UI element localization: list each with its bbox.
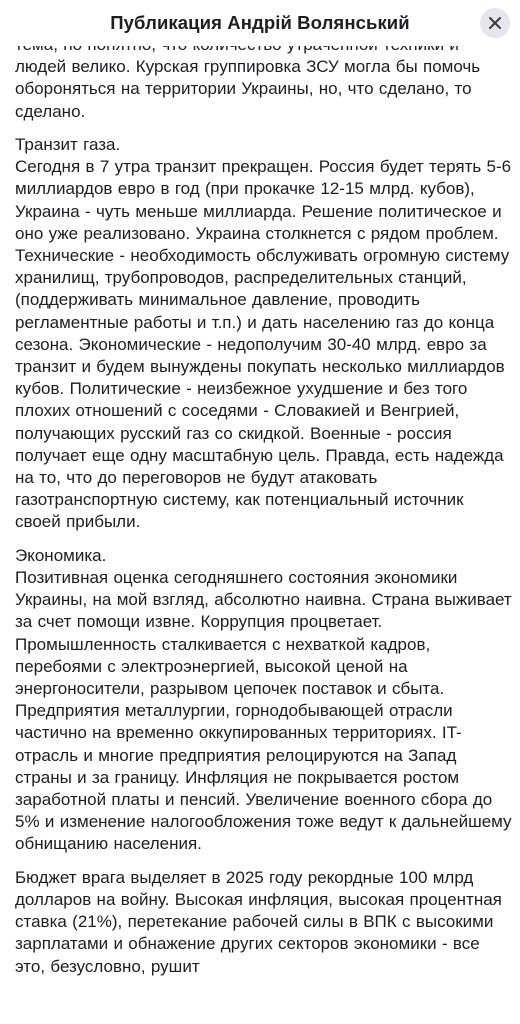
post-paragraph: Транзит газа. Сегодня в 7 утра транзит прекращен. Россия будет терять 5-6 миллиардов евро в год (при прокачке 12-15 млрд. кубов), Украина - чуть меньше миллиарда. Решение политическое и оно уже реализовано. Украина столкнется с рядом проблем. Технические - необходимость обслуживать огромную систему хранилищ, трубопроводов, распределительных станций, (поддерживать минимальное давление, проводить регламентные работы и т.п.) и дать населению газ до конца сезона. Экономические - недополучим 30-40 млрд. евро за транзит и будем вынуждены покупать несколько миллиардов кубов. Политические - неизбежное ухудшение и без того плохих отношений с соседями - Словакией и Венгрией, получающих русский газ со скидкой. Военные - россия получает еще одну масштабную цель. Правда, есть надежда на то, что до переговоров не будут атаковать газотранспортную систему, как потенциальный источник своей прибыли.	[15, 135, 512, 532]
post-paragraph: Экономика. Позитивная оценка сегодняшнего состояния экономики Украины, на мой взгляд, абсолютно наивна. Страна выживает за счет помощи извне. Коррупция процветает. Промышленность сталкивается с нехваткой кадров, перебоями с электроэнергией, высокой ценой на энергоносители, разрывом цепочек поставок и сбыта. Предприятия металлургии, горнодобывающей отрасли частично на временно оккупированных территориях. IT-отрасль и многие предприятия релоцируются на Запад страны и за границу. Инфляция не покрывается ростом заработной платы и пенсий. Увеличение военного сбора до 5% и изменение налогообложения тоже ведут к дальнейшему обнищанию населения.	[15, 545, 512, 854]
close-button[interactable]	[480, 8, 510, 38]
close-icon	[488, 16, 502, 30]
post-text	[15, 34, 513, 989]
post-paragraph: Бюджет врага выделяет в 2025 году рекордные 100 млрд долларов на войну. Высокая инфляция, высокая процентная ставка (21%), перетекание рабочей силы в ВПК с высокими зарплатами и обнажение других секторов экономики - все это, безусловно, рушит	[15, 867, 502, 976]
post-paragraph: людей велико. Курская группировка ЗСУ могла бы помочь обороняться на территории Украины, но, что сделано, то сделано.	[15, 57, 481, 121]
dialog-header	[0, 0, 520, 46]
dialog-title: Публикация Андрій Волянський	[110, 12, 410, 33]
